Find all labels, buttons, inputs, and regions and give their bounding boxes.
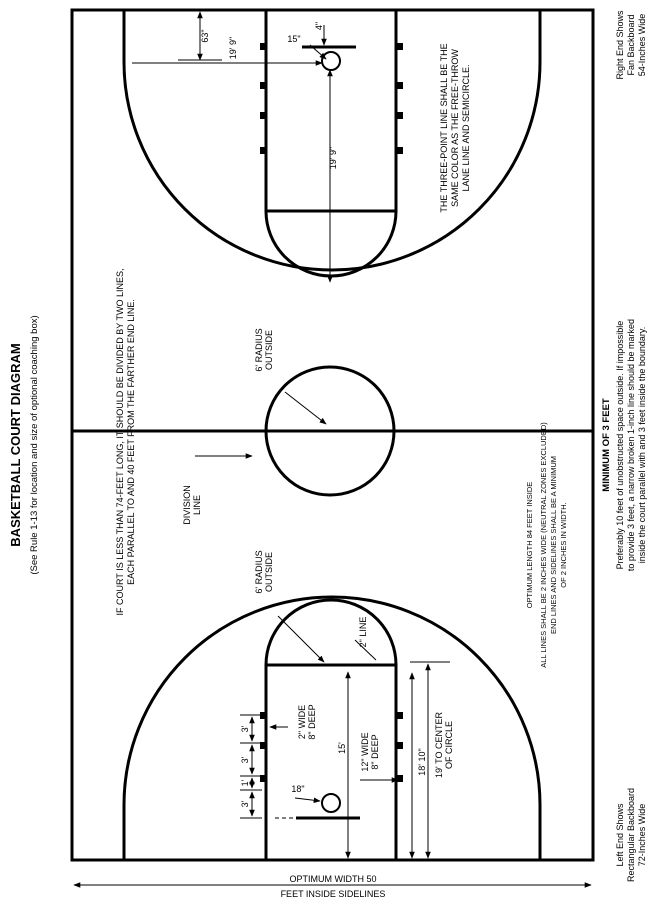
free-throw-lane-top bbox=[266, 10, 396, 211]
dim-18-10: 18' 10" bbox=[417, 748, 427, 776]
note-optimum-length-3: END LINES AND SIDELINES SHALL BE A MINIMUM bbox=[549, 455, 558, 635]
label-two-wide-2: 8" DEEP bbox=[307, 704, 317, 740]
label-to-center-1: 19' TO CENTER bbox=[434, 712, 444, 778]
dim-3-ft-c: 3' bbox=[240, 800, 250, 808]
note-minimum-heading: MINIMUM OF 3 FEET bbox=[601, 398, 612, 492]
dim-18-in: 18" bbox=[291, 784, 305, 794]
note-left-end-2: Rectangular Backboard bbox=[626, 787, 636, 883]
note-optimum-length-4: OF 2 INCHES IN WIDTH. bbox=[559, 502, 568, 588]
three-point-arc-bottom bbox=[124, 597, 540, 860]
dim-63-in: 63" bbox=[200, 29, 210, 43]
label-radius-outside-bottom-1: 6' RADIUS bbox=[254, 550, 264, 594]
rim-bottom bbox=[322, 794, 340, 812]
diagram-subtitle: (See Rule 1-13 for location and size of optional coaching box) bbox=[29, 315, 40, 575]
note-right-end-1: Right End Shows bbox=[615, 10, 625, 80]
dim-19-9-top: 19' 9" bbox=[228, 36, 238, 60]
note-minimum-line-3: inside the court parallel with and 3 feet inside the boundary. bbox=[637, 326, 647, 564]
dim-15-ft: 15' bbox=[337, 742, 347, 754]
three-point-arc-top bbox=[124, 10, 540, 270]
dim-4-in: 4" bbox=[314, 21, 324, 31]
label-division-line-1: DIVISION bbox=[182, 485, 192, 525]
court-boundary bbox=[72, 10, 593, 860]
note-right-end-3: 54-Inches Wide bbox=[637, 13, 647, 77]
court-lines bbox=[72, 10, 593, 860]
dim-3-ft-b: 3' bbox=[240, 756, 250, 764]
free-throw-semicircle-bottom bbox=[266, 600, 396, 665]
note-three-point-line-3: LANE LINE AND SEMICIRCLE. bbox=[461, 64, 471, 192]
note-three-point-line-2: SAME COLOR AS THE FREE-THROW bbox=[450, 49, 460, 207]
note-minimum-line-1: Preferably 10 feet of unobstructed space outside. If impossible bbox=[615, 320, 625, 570]
label-twelve-wide-2: 8" DEEP bbox=[370, 734, 380, 770]
dimension-lines bbox=[74, 12, 591, 885]
note-divided-line-1: IF COURT IS LESS THAN 74-FEET LONG, IT SHOULD BE DIVIDED BY TWO LINES, bbox=[115, 268, 125, 616]
note-left-end-3: 72-Inches Wide bbox=[637, 803, 647, 867]
note-optimum-width-1: OPTIMUM WIDTH 50 bbox=[289, 874, 377, 884]
note-optimum-width-2: FEET INSIDE SIDELINES bbox=[280, 889, 386, 899]
dim-19-9-lane: 19' 9" bbox=[328, 146, 338, 170]
label-two-inch-line: 2" LINE bbox=[358, 616, 368, 648]
diagram-title: BASKETBALL COURT DIAGRAM bbox=[8, 343, 23, 547]
dim-15-in-top: 15" bbox=[287, 34, 301, 44]
note-three-point-line-1: THE THREE-POINT LINE SHALL BE THE bbox=[439, 43, 449, 213]
dim-1-ft: 1' bbox=[240, 779, 250, 787]
note-left-end-1: Left End Shows bbox=[615, 803, 625, 867]
label-two-wide-1: 2" WIDE bbox=[297, 704, 307, 740]
note-divided-line-2: EACH PARALLEL TO AND 40 FEET FROM THE FARTHER END LINE. bbox=[126, 299, 136, 585]
label-twelve-wide-1: 12" WIDE bbox=[360, 732, 370, 772]
dim-3-ft-a: 3' bbox=[240, 725, 250, 733]
label-division-line-2: LINE bbox=[192, 494, 202, 516]
label-radius-outside-top-2: OUTSIDE bbox=[264, 329, 274, 371]
label-to-center-2: OF CIRCLE bbox=[444, 720, 454, 770]
note-optimum-length-1: OPTIMUM LENGTH 84 FEET INSIDE bbox=[525, 481, 534, 609]
note-right-end-2: Fan Backboard bbox=[626, 14, 636, 76]
label-radius-outside-top-1: 6' RADIUS bbox=[254, 328, 264, 372]
rim-top bbox=[322, 52, 340, 70]
note-minimum-line-2: to provide 3 feet, a narrow broken 1-inch line should be marked bbox=[626, 318, 636, 572]
label-radius-outside-bottom-2: OUTSIDE bbox=[264, 551, 274, 593]
note-optimum-length-2: ALL LINES SHALL BE 2 INCHES WIDE (NEUTRAL ZONES EXCLUDED) bbox=[539, 422, 548, 668]
